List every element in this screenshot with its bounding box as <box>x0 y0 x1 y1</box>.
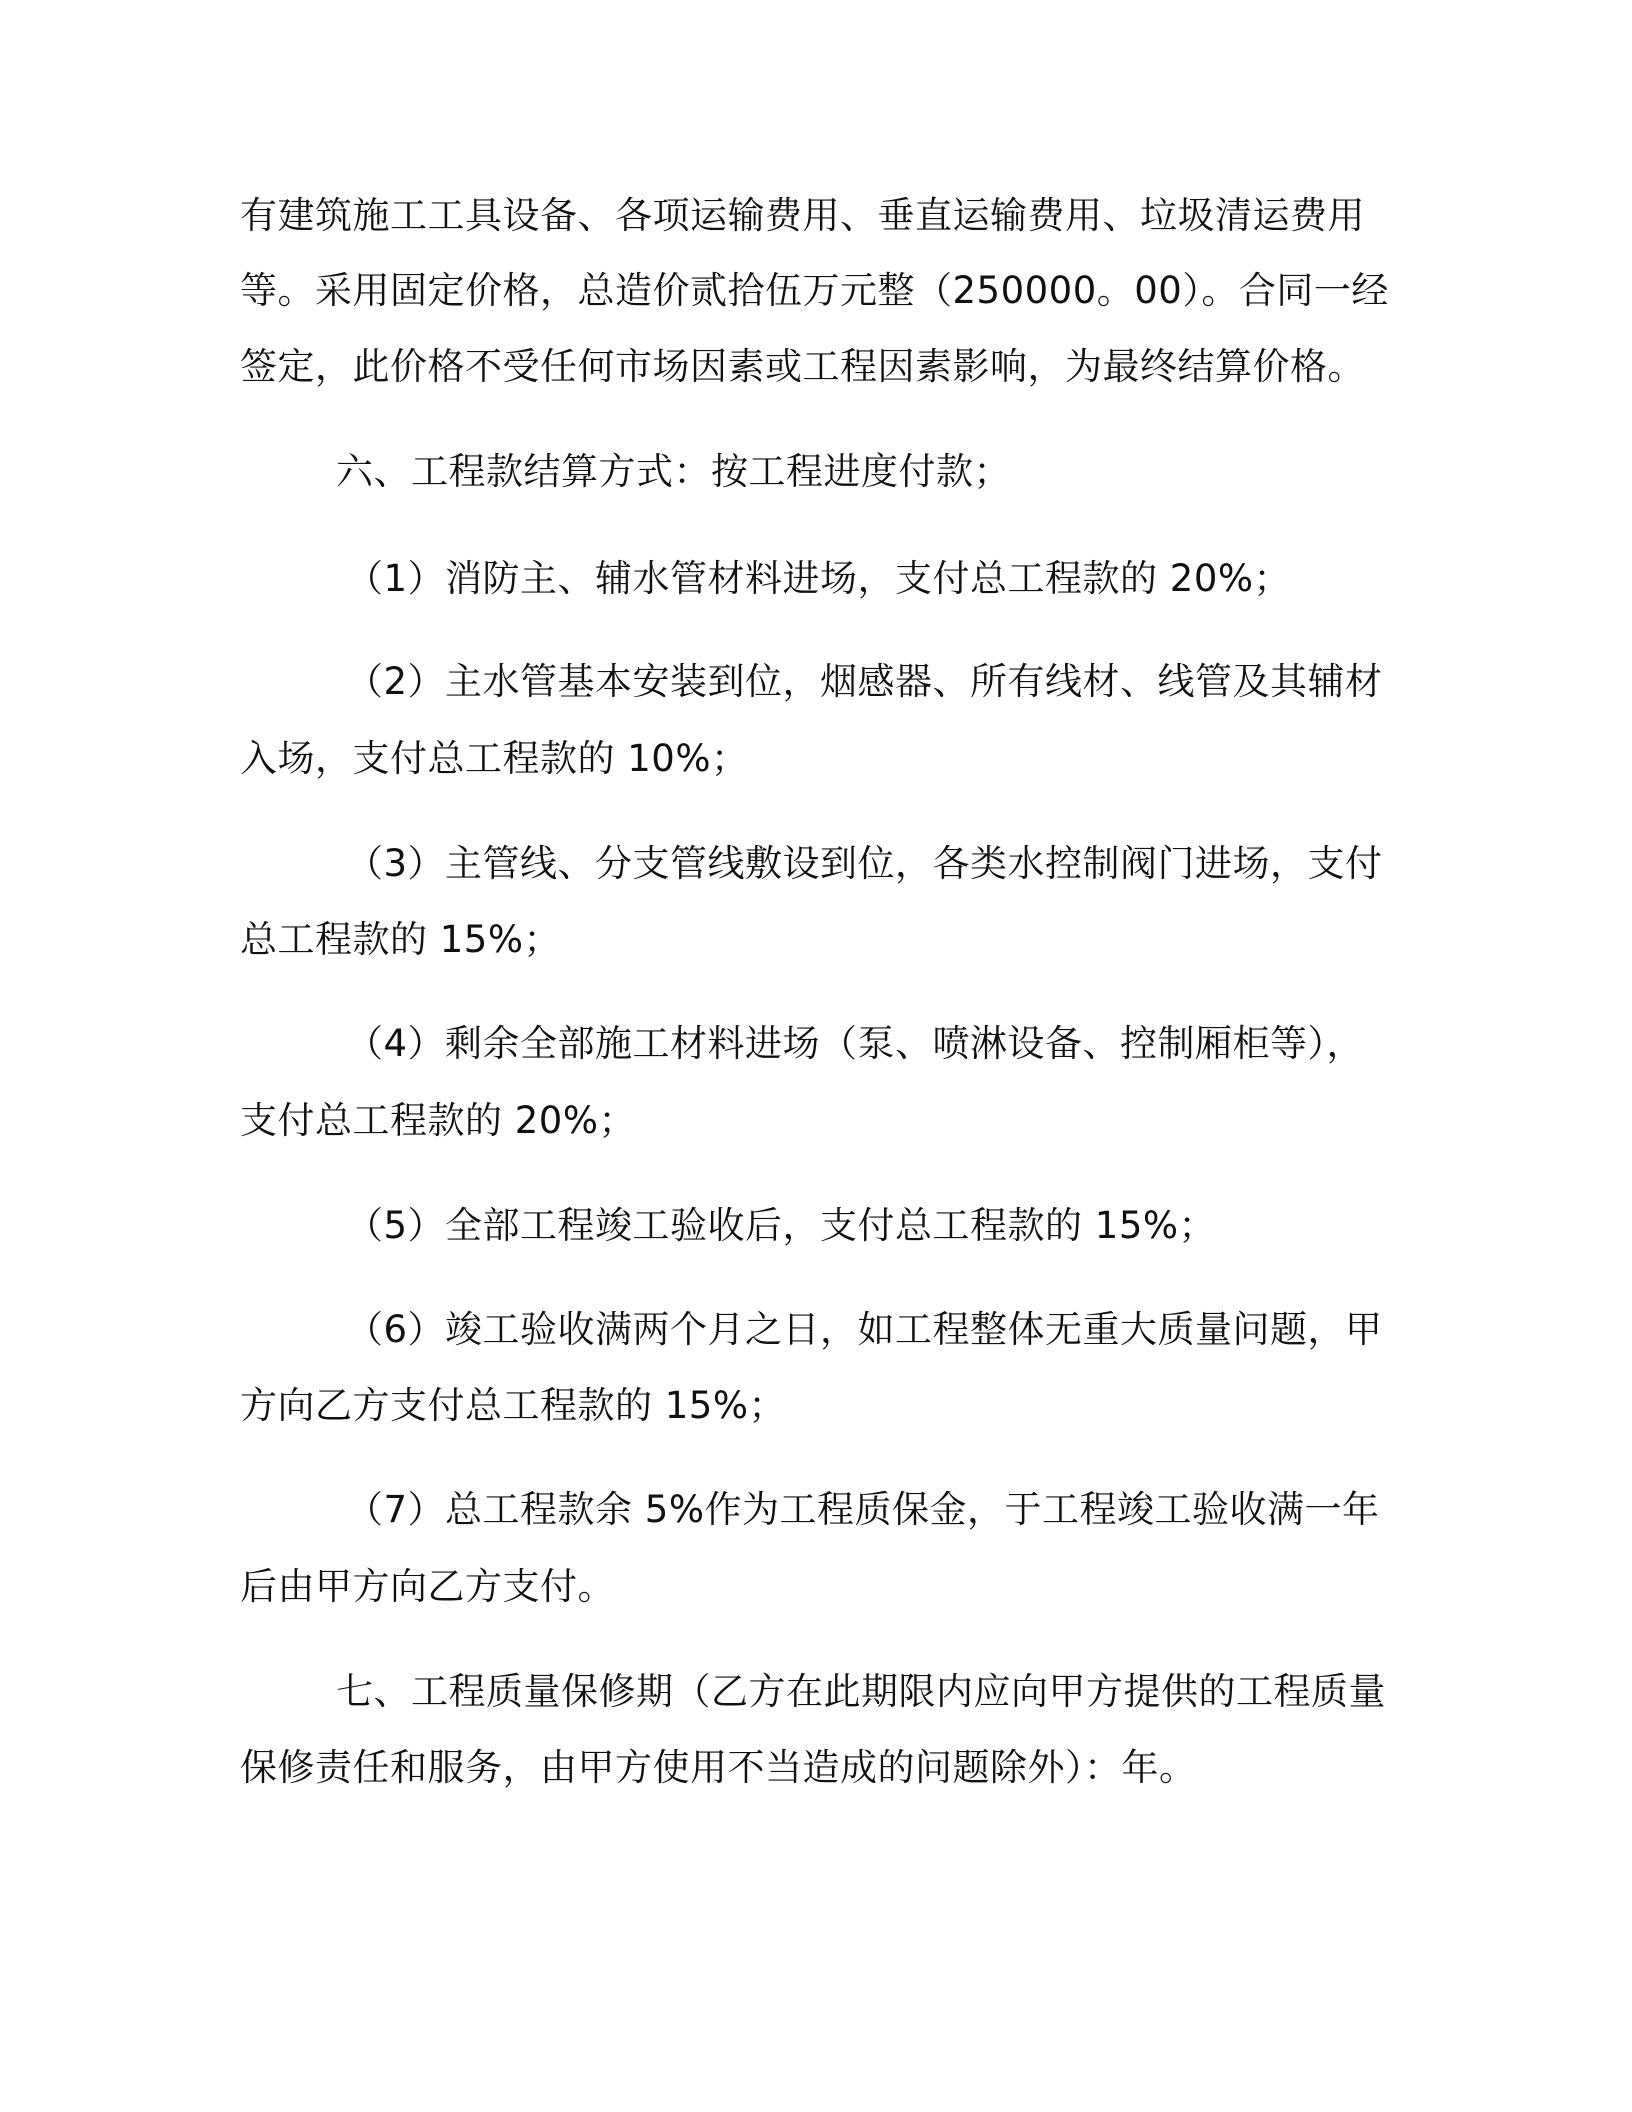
payment-item-6-line-2: 方向乙方支付总工程款的 15%； <box>240 1384 786 1427</box>
payment-item-6-line-1: （6）竣工验收满两个月之日，如工程整体无重大质量问题，甲 <box>346 1308 1383 1351</box>
payment-item-7-line-1: （7）总工程款余 5%作为工程质保金，于工程竣工验收满一年 <box>346 1488 1380 1531</box>
clause6-heading: 六、工程款结算方式：按工程进度付款； <box>336 450 1011 493</box>
payment-item-3-line-2: 总工程款的 15%； <box>240 918 561 961</box>
payment-item-4-line-1: （4）剩余全部施工材料进场（泵、喷淋设备、控制厢柜等）， <box>346 1022 1365 1065</box>
clause5-line-1: 有建筑施工工具设备、各项运输费用、垂直运输费用、垃圾清运费用 <box>240 194 1365 237</box>
payment-item-3-line-1: （3）主管线、分支管线敷设到位，各类水控制阀门进场，支付 <box>346 842 1383 885</box>
clause7-line-2: 保修责任和服务，由甲方使用不当造成的问题除外）：年。 <box>240 1746 1197 1789</box>
payment-item-4-line-2: 支付总工程款的 20%； <box>240 1099 636 1142</box>
payment-item-1: （1）消防主、辅水管材料进场，支付总工程款的 20%； <box>346 557 1292 600</box>
payment-item-2-line-2: 入场，支付总工程款的 10%； <box>240 737 749 780</box>
clause5-line-2: 等。采用固定价格，总造价贰拾伍万元整（250000。00）。合同一经 <box>240 269 1389 312</box>
payment-item-7-line-2: 后由甲方向乙方支付。 <box>240 1565 615 1608</box>
clause5-line-3: 签定，此价格不受任何市场因素或工程因素影响，为最终结算价格。 <box>240 345 1365 388</box>
payment-item-2-line-1: （2）主水管基本安装到位，烟感器、所有线材、线管及其辅材 <box>346 660 1383 703</box>
payment-item-5: （5）全部工程竣工验收后，支付总工程款的 15%； <box>346 1204 1217 1247</box>
clause7-line-1: 七、工程质量保修期（乙方在此期限内应向甲方提供的工程质量 <box>336 1670 1386 1713</box>
